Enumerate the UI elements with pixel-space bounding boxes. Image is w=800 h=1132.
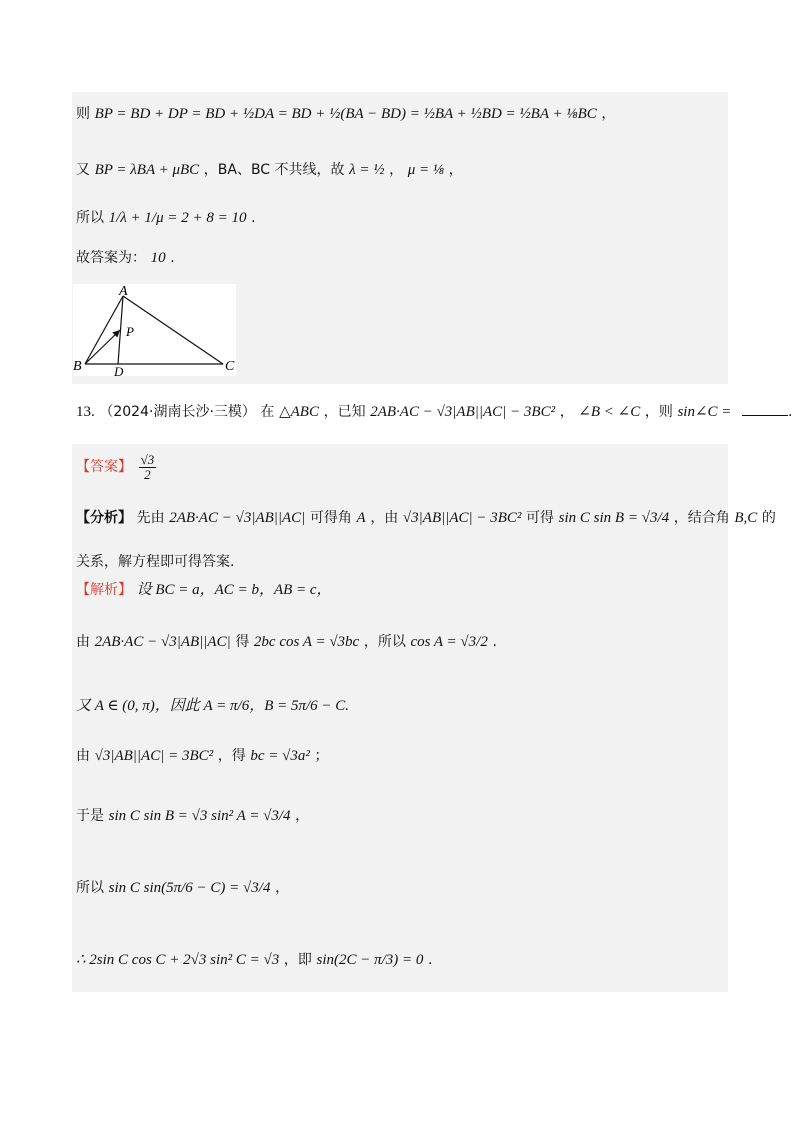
label-B: B	[73, 359, 82, 374]
vector-BP	[85, 330, 120, 364]
question-13: 13. （2024·湖南长沙·三模） 在 △ABC ，已知 2AB·AC − √3|AB||AC| − 3BC² ， ∠B < ∠C ，则 sin∠C = .	[76, 404, 793, 420]
solution-line-6: 所以 sin C sin(5π/6 − C) = √3/4 ，	[76, 880, 290, 896]
solution-line-7: ∴ 2sin C cos C + 2√3 sin² C = √3 ，即 sin(2C − π/3) = 0 .	[76, 952, 433, 968]
condition-expression: 2AB·AC − √3|AB||AC| − 3BC²	[370, 404, 556, 420]
analysis-line-1: 【分析】 先由 2AB·AC − √3|AB||AC| 可得角 A ，由 √3|AB||AC| − 3BC² 可得 sin C sin B = √3/4 ，结合角 B,C 的	[76, 510, 776, 526]
solution-line-1: 【解析】 设 BC = a，AC = b，AB = c，	[76, 582, 332, 598]
prev-line-1: 则 BP = BD + DP = BD + ½DA = BD + ½(BA − BD) = ½BA + ½BD = ½BA + ⅛BC ，	[76, 106, 616, 122]
vector-decomposition: BP = λBA + μBC	[94, 162, 200, 178]
solution-label: 【解析】	[76, 582, 132, 598]
segment-AD	[118, 296, 123, 364]
answer-fraction: $\frac{√3}{2}$	[140, 451, 155, 482]
prev-line-3: 所以 1/λ + 1/μ = 2 + 8 = 10 .	[76, 210, 256, 226]
triangle-figure	[73, 284, 236, 376]
vector-equation: BP = BD + DP = BD + ½DA = BD + ½(BA − BD) = ½BA + ½BD = ½BA + ⅛BC	[94, 106, 597, 122]
analysis-line-2: 关系，解方程即可得答案.	[76, 554, 235, 570]
label-P: P	[126, 324, 134, 339]
answer-blank	[742, 415, 788, 416]
solution-line-5: 于是 sin C sin B = √3 sin² A = √3/4 ，	[76, 808, 310, 824]
solution-line-2: 由 2AB·AC − √3|AB||AC| 得 2bc cos A = √3bc ，所以 cos A = √3/2 .	[76, 634, 497, 650]
answer-label: 【答案】	[76, 459, 132, 475]
side-AC	[123, 296, 223, 364]
label-C: C	[225, 359, 235, 374]
label-A: A	[119, 284, 128, 299]
side-AB	[85, 296, 123, 364]
answer-line	[76, 452, 158, 482]
prev-line-4: 故答案为： 10 .	[76, 250, 175, 266]
solution-line-3: 又 A ∈ (0, π)，因此 A = π/6，B = 5π/6 − C.	[76, 698, 350, 714]
prev-line-2: 又 BP = λBA + μBC ，BA、BC 不共线，故 λ = ½ ， μ = ⅛ ，	[76, 162, 463, 178]
solution-line-4: 由 √3|AB||AC| = 3BC² ，得 bc = √3a² ；	[76, 748, 329, 764]
label-D: D	[114, 364, 124, 376]
